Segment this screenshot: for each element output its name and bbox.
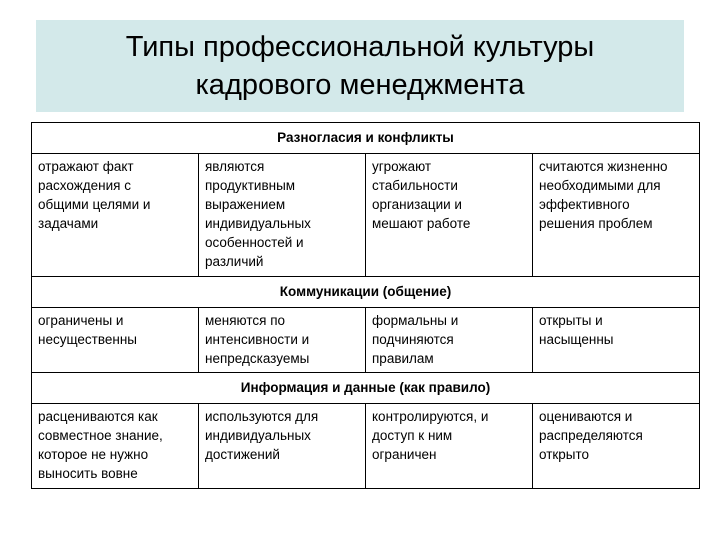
section-header-communications: Коммуникации (общение) xyxy=(32,277,700,308)
title-line-1: Типы профессиональной культуры xyxy=(125,31,595,63)
table-cell: меняются по интенсивности и непредсказуемы xyxy=(199,308,366,373)
table-cell: расцениваются как совместное знание, которое не нужно выносить вовне xyxy=(32,404,199,489)
section-header-information: Информация и данные (как правило) xyxy=(32,373,700,404)
table-cell: угрожают стабильности организации и мешают работе xyxy=(366,154,533,277)
table-cell: оцениваются и распределяются открыто xyxy=(533,404,700,489)
table-cell: отражают факт расхождения с общими целями и задачами xyxy=(32,154,199,277)
table-row xyxy=(32,308,700,373)
table-cell: ограничены и несущественны xyxy=(32,308,199,373)
table-cell: открыты и насыщенны xyxy=(533,308,700,373)
table-cell: используются для индивидуальных достижений xyxy=(199,404,366,489)
table-row xyxy=(32,404,700,489)
culture-types-table xyxy=(31,122,700,489)
table-cell: считаются жизненно необходимыми для эффективного решения проблем xyxy=(533,154,700,277)
table-cell: являются продуктивным выражением индивидуальных особенностей и различий xyxy=(199,154,366,277)
table-row xyxy=(32,154,700,277)
table-cell: формальны и подчиняются правилам xyxy=(366,308,533,373)
section-header-conflicts: Разногласия и конфликты xyxy=(32,123,700,154)
table-cell: контролируются, и доступ к ним ограничен xyxy=(366,404,533,489)
slide-title xyxy=(36,20,684,112)
title-line-2: кадрового менеджмента xyxy=(195,69,525,101)
